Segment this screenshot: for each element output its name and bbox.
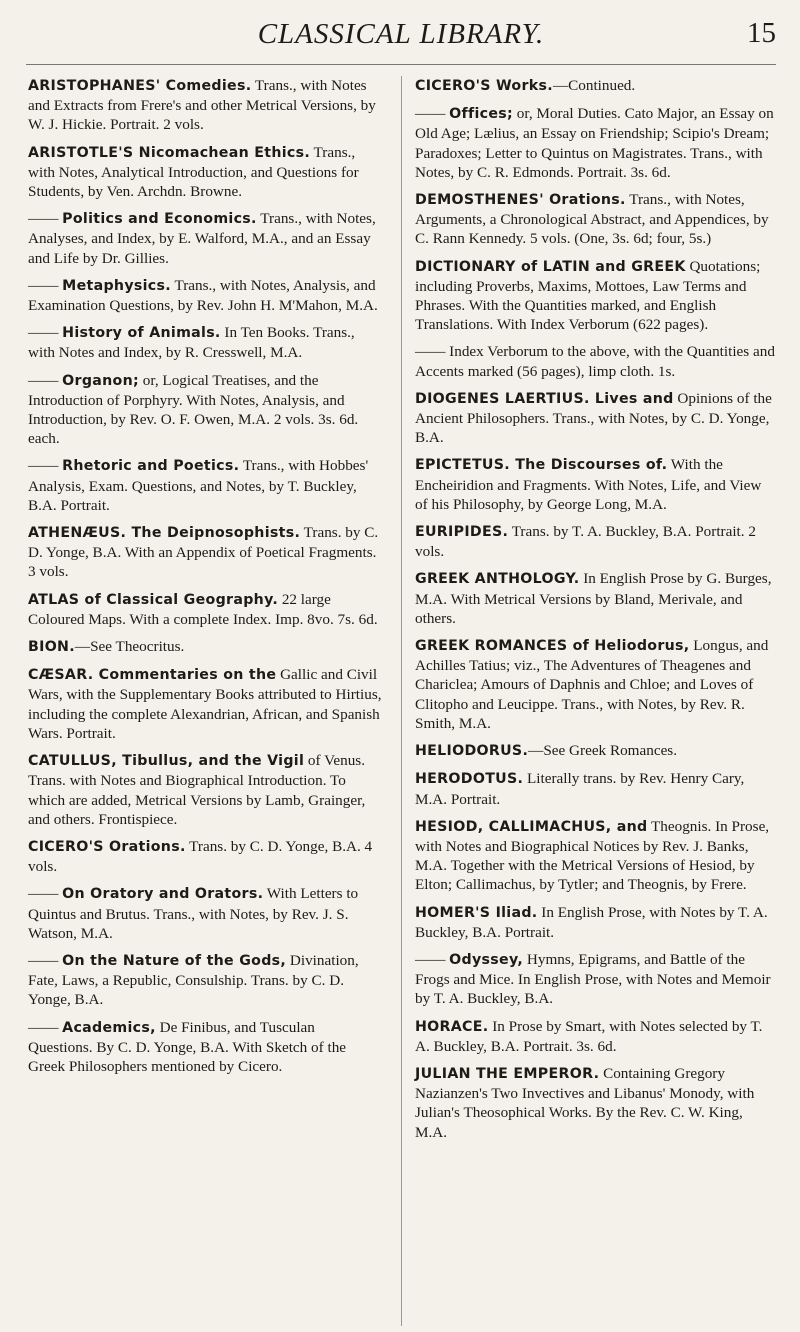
- entry-heading: EPICTETUS. The Discourses of.: [415, 457, 668, 474]
- entry-heading: CICERO'S Works.: [415, 78, 553, 94]
- catalog-entry: [28, 456, 383, 515]
- catalog-entry: [415, 455, 775, 514]
- entry-dash: ——: [28, 210, 63, 228]
- entry-description: —See Greek Romances.: [528, 742, 678, 760]
- entry-heading: DIOGENES LAERTIUS. Lives and: [415, 390, 674, 407]
- entry-description: or, Logical Treatises, and the Introduction of Porphyry. With Notes, Analysis, and Introduction, by Rev. O. F. Owen, M.A. 2 vols. 3s. 6d. each.: [28, 371, 359, 448]
- entry-description: —Continued.: [552, 77, 636, 94]
- entry-heading: On the Nature of the Gods,: [62, 952, 287, 969]
- entry-heading: Rhetoric and Poetics.: [62, 458, 240, 475]
- catalog-entry: [415, 257, 775, 335]
- entry-description: Trans. by T. A. Buckley, B.A. Portrait. 2 vols.: [415, 523, 756, 561]
- catalog-entry: [28, 837, 383, 876]
- catalog-entry: [28, 276, 383, 315]
- catalog-entry: [415, 769, 775, 808]
- entry-dash: ——: [28, 1018, 63, 1036]
- entry-heading: HELIODORUS.: [415, 743, 529, 760]
- catalog-entry: [415, 1017, 775, 1056]
- catalog-entry: [28, 209, 383, 268]
- catalog-entry: [28, 665, 383, 743]
- entry-description: With Letters to Quintus and Brutus. Trans., with Notes, by Rev. J. S. Watson, M.A.: [28, 885, 359, 942]
- entry-description: Quotations; including Proverbs, Maxims, Mottoes, Law Terms and Phrases. With the Quantities marked, and English Translations. With Index Verborum (622 pages).: [415, 257, 761, 334]
- entry-description: Hymns, Epigrams, and Battle of the Frogs and Mice. In English Prose, with Notes and Memoir by T. A. Buckley, B.A.: [415, 950, 771, 1008]
- entry-dash: ——: [415, 950, 450, 968]
- entry-heading: CATULLUS, Tibullus, and the Vigil: [28, 753, 305, 770]
- catalog-entry: [415, 636, 775, 733]
- entry-description: of Venus. Trans. with Notes and Biographical Introduction. To which are added, Metrical Versions by Lamb, Grainger, and others. Frontispiece.: [28, 752, 366, 828]
- entry-heading: HOMER'S Iliad.: [415, 904, 538, 921]
- entry-heading: HESIOD, CALLIMACHUS, and: [415, 818, 648, 835]
- entry-description: With the Encheiridion and Fragments. With Notes, Life, and View of his Philosophy, by George Long, M.A.: [415, 456, 762, 513]
- entry-description: Trans. by C. D. Yonge, B.A. 4 vols.: [28, 837, 373, 876]
- catalog-entry: [28, 951, 383, 1010]
- entry-description: In Prose by Smart, with Notes selected by T. A. Buckley, B.A. Portrait. 3s. 6d.: [415, 1017, 763, 1055]
- catalog-entry: [415, 389, 775, 448]
- catalog-entry: [28, 76, 383, 135]
- page-number: 15: [747, 17, 776, 49]
- entry-description: Theognis. In Prose, with Notes and Biographical Notices by Rev. J. Banks, M.A. Together with the Metrical Versions of Hesiod, by Elton; Callimachus, by Tytler; and Theognis, by Frere.: [415, 817, 770, 894]
- entry-heading: Metaphysics.: [62, 277, 171, 294]
- entry-heading: ARISTOTLE'S Nicomachean Ethics.: [28, 144, 311, 161]
- entry-dash: ——: [415, 105, 450, 123]
- entry-heading: GREEK ROMANCES of Heliodorus,: [415, 638, 690, 655]
- entry-description: Trans., with Hobbes' Analysis, Exam. Questions, and Notes, by T. Buckley, B.A. Portrait.: [28, 457, 369, 514]
- entry-heading: BION.: [28, 639, 75, 656]
- catalog-entry: [28, 637, 383, 657]
- entry-heading: EURIPIDES.: [415, 524, 509, 541]
- catalog-entry: [415, 104, 775, 182]
- entry-dash: ——: [28, 276, 63, 294]
- entry-description: or, Moral Duties. Cato Major, an Essay on Old Age; Lælius, an Essay on Friendship; Scipio's Dream; Paradoxes; Letter to Quintus on Magistrates. Trans., with Notes, by C. R. Edmonds. Portrait. 3s. 6d.: [415, 105, 774, 181]
- catalog-entry: [28, 884, 383, 943]
- entry-heading: Academics,: [62, 1019, 156, 1036]
- catalog-entry: [415, 190, 775, 249]
- entry-dash: ——: [28, 951, 63, 969]
- entry-dash: ——: [28, 457, 63, 475]
- catalog-entry: [415, 950, 775, 1009]
- catalog-entry: [415, 741, 775, 761]
- left-column: [28, 76, 383, 1084]
- entry-description: Trans., with Notes and Extracts from Frere's and other Metrical Versions, by W. J. Hickie. Portrait. 2 vols.: [28, 77, 376, 134]
- catalog-entry: [415, 522, 775, 561]
- entry-description: Trans., with Notes, Analyses, and Index, by E. Walford, M.A., and an Essay and Life by Dr. Gillies.: [28, 210, 376, 267]
- entry-description: Index Verborum to the above, with the Quantities and Accents marked (56 pages), limp cloth. 1s.: [415, 343, 775, 380]
- entry-description: 22 large Coloured Maps. With a complete Index. Imp. 8vo. 7s. 6d.: [28, 590, 378, 628]
- entry-heading: Offices;: [449, 106, 513, 123]
- entry-heading: CICERO'S Orations.: [28, 838, 186, 855]
- entry-heading: JULIAN THE EMPEROR.: [415, 1065, 600, 1082]
- header-rule: [26, 64, 776, 65]
- catalog-entry: [28, 143, 383, 202]
- entry-heading: Odyssey,: [449, 951, 524, 968]
- entry-description: In English Prose by G. Burges, M.A. With Metrical Versions by Bland, Merivale, and others.: [415, 570, 772, 627]
- right-column: [415, 76, 775, 1150]
- catalog-entry: [28, 323, 383, 362]
- entry-heading: HORACE.: [415, 1018, 489, 1035]
- entry-dash: ——: [28, 371, 63, 389]
- catalog-entry: [28, 590, 383, 629]
- catalog-entry: [415, 569, 775, 628]
- entry-heading: CÆSAR. Commentaries on the: [28, 667, 277, 684]
- entry-description: Containing Gregory Nazianzen's Two Invectives and Libanus' Monody, with Julian's Theosophical Works. By the Rev. C. W. King, M.A.: [415, 1064, 755, 1141]
- entry-description: De Finibus, and Tusculan Questions. By C. D. Yonge, B.A. With Sketch of the Greek Philosophers mentioned by Cicero.: [28, 1018, 347, 1075]
- entry-heading: DEMOSTHENES' Orations.: [415, 192, 626, 209]
- catalog-entry: [28, 523, 383, 582]
- catalog-entry: [415, 1064, 775, 1142]
- catalog-entry: [415, 817, 775, 895]
- entry-dash: ——: [28, 324, 63, 342]
- column-divider: [401, 76, 402, 1326]
- entry-heading: GREEK ANTHOLOGY.: [415, 571, 580, 588]
- entry-dash: ——: [28, 885, 63, 903]
- catalog-entry: [28, 751, 383, 829]
- entry-heading: ARISTOPHANES' Comedies.: [28, 78, 252, 94]
- entry-description: Trans., with Notes, Analytical Introduction, and Questions for Students, by Ven. Archdn. Browne.: [28, 143, 359, 201]
- catalog-entry: [415, 76, 775, 96]
- entry-description: Opinions of the Ancient Philosophers. Trans., with Notes, by C. D. Yonge, B.A.: [415, 389, 772, 447]
- entry-description: Gallic and Civil Wars, with the Supplementary Books attributed to Hirtius, including the complete Alexandrian, African, and Spanish Wars. Portrait.: [28, 666, 382, 742]
- catalog-entry: [28, 371, 383, 449]
- entry-description: Literally trans. by Rev. Henry Cary, M.A. Portrait.: [415, 770, 745, 808]
- entry-heading: HERODOTUS.: [415, 771, 524, 788]
- entry-description: In Ten Books. Trans., with Notes and Index, by R. Cresswell, M.A.: [28, 324, 355, 362]
- entry-description: Trans. by C. D. Yonge, B.A. With an Appendix of Poetical Fragments. 3 vols.: [28, 524, 379, 581]
- entry-heading: ATLAS of Classical Geography.: [28, 591, 279, 608]
- entry-heading: Politics and Economics.: [62, 211, 257, 228]
- entry-heading: ATHENÆUS. The Deipnosophists.: [28, 525, 301, 542]
- running-title: CLASSICAL LIBRARY.: [257, 18, 545, 50]
- catalog-entry: [415, 342, 775, 380]
- entry-heading: DICTIONARY of LATIN and GREEK: [415, 258, 686, 275]
- entry-description: Divination, Fate, Laws, a Republic, Consulship. Trans. by C. D. Yonge, B.A.: [28, 951, 359, 1009]
- entry-heading: Organon;: [62, 372, 139, 389]
- entry-description: Longus, and Achilles Tatius; viz., The Adventures of Theagenes and Chariclea; Amours of Daphnis and Chloe; and Loves of Clitopho and Leucippe. Trans., with Notes, by Rev. R. Smith, M.A.: [415, 637, 769, 732]
- entry-dash: ——: [415, 343, 450, 361]
- entry-heading: History of Animals.: [62, 325, 221, 342]
- entry-description: —See Theocritus.: [74, 638, 185, 656]
- entry-description: In English Prose, with Notes by T. A. Buckley, B.A. Portrait.: [415, 903, 768, 941]
- page-header: [26, 0, 776, 70]
- catalog-entry: [415, 903, 775, 942]
- entry-heading: On Oratory and Orators.: [62, 886, 264, 903]
- entry-description: Trans., with Notes, Arguments, a Chronological Abstract, and Appendices, by C. Rann Kennedy. 5 vols. (One, 3s. 6d; four, 5s.): [415, 191, 769, 248]
- entry-description: Trans., with Notes, Analysis, and Examination Questions, by Rev. John H. M'Mahon, M.A.: [28, 276, 378, 315]
- catalog-entry: [28, 1018, 383, 1077]
